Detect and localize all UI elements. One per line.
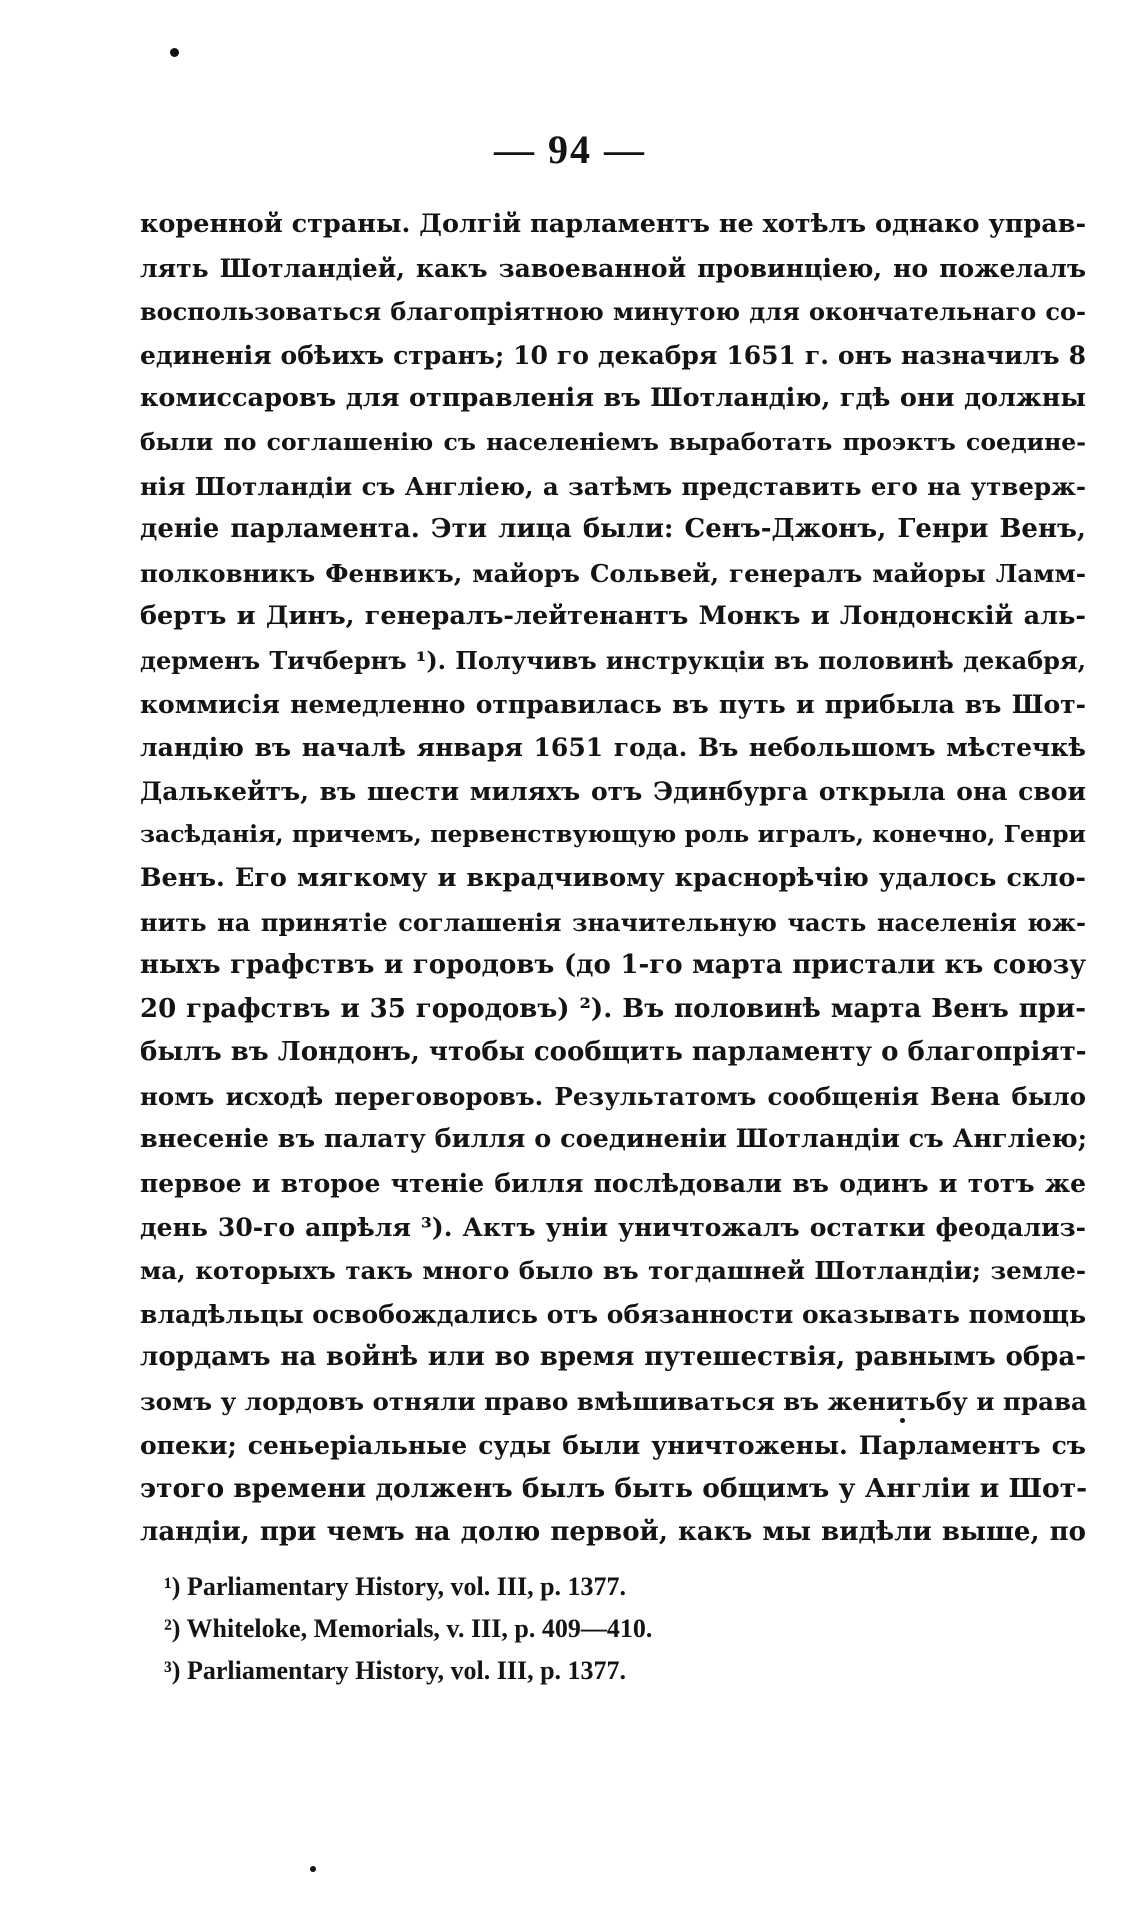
text-line: Венъ. Его мягкому и вкрадчивому краснорѣчію удалось скло- — [140, 862, 1086, 893]
text-line: коммисія немедленно отправилась въ путь и прибыла въ Шот- — [140, 689, 1086, 719]
footnotes — [164, 1566, 864, 1692]
text-line: были по соглашенію съ населеніемъ выработать проэктъ соедине- — [140, 427, 1086, 456]
text-line: этого времени долженъ былъ быть общимъ у Англіи и Шот- — [140, 1473, 1088, 1505]
footnote: ³) Parliamentary History, vol. III, p. 1377. — [164, 1656, 627, 1685]
text-line: бертъ и Динъ, генералъ-лейтенантъ Монкъ и Лондонскій аль- — [140, 601, 1086, 632]
text-line: первое и второе чтеніе билля послѣдовали въ одинъ и тотъ же — [140, 1169, 1086, 1199]
text-line: день 30-го апрѣля ³). Актъ уніи уничтожалъ остатки феодализ- — [140, 1212, 1086, 1242]
body-text — [140, 203, 1086, 1554]
text-line: ландіи, при чемъ на долю первой, какъ мы видѣли выше, по — [140, 1516, 1086, 1547]
text-line: номъ исходѣ переговоровъ. Результатомъ сообщенія Вена было — [140, 1081, 1086, 1111]
text-line: нить на принятіе соглашенія значительную часть населенія юж- — [140, 907, 1086, 937]
text-line: ма, которыхъ такъ много было въ тогдашней Шотландіи; земле- — [140, 1256, 1086, 1286]
text-line: 20 графствъ и 35 городовъ) ²). Въ половинѣ марта Венъ при- — [140, 993, 1086, 1024]
text-line: Далькейтъ, въ шести миляхъ отъ Эдинбурга открыла она свои — [140, 776, 1086, 806]
text-line: дерменъ Тичбернъ ¹). Получивъ инструкціи въ половинѣ декабря, — [140, 645, 1086, 675]
text-line: единенія обѣихъ странъ; 10 го декабря 1651 г. онъ назначилъ 8 — [140, 340, 1086, 370]
ink-speck — [310, 1866, 316, 1872]
text-line: ландію въ началѣ января 1651 года. Въ небольшомъ мѣстечкѣ — [140, 733, 1086, 763]
footnote: ²) Whiteloke, Memorials, v. III, p. 409—410. — [164, 1614, 653, 1643]
text-line: опеки; сеньеріальные суды были уничтожены. Парламентъ съ — [140, 1430, 1086, 1460]
text-line: зомъ у лордовъ отняли право вмѣшиваться въ женитьбу и права — [140, 1387, 1087, 1417]
page-number: — 94 — — [494, 127, 646, 172]
footnote: ¹) Parliamentary History, vol. III, p. 1377. — [164, 1572, 627, 1601]
text-line: былъ въ Лондонъ, чтобы сообщить парламенту о благопріят- — [140, 1037, 1087, 1068]
text-line: внесеніе въ палату билля о соединеніи Шотландіи съ Англіею; — [140, 1124, 1088, 1155]
text-line: коренной страны. Долгій парламентъ не хотѣлъ однако управ- — [140, 209, 1087, 239]
text-line: нія Шотландіи съ Англіею, а затѣмъ представить его на утверж- — [140, 471, 1086, 501]
text-line: комиссаровъ для отправленія въ Шотландію, гдѣ они должны — [140, 383, 1086, 414]
ink-speck — [170, 48, 179, 57]
text-line: владѣльцы освобождались отъ обязанности оказывать помощь — [140, 1299, 1087, 1329]
text-line: ныхъ графствъ и городовъ (до 1-го марта пристали къ союзу — [140, 950, 1086, 981]
text-line: воспользоваться благопріятною минутою для окончательнаго со- — [140, 297, 1086, 327]
text-line: засѣданія, причемъ, первенствующую роль игралъ, конечно, Генри — [140, 820, 1086, 849]
text-line: полковникъ Фенвикъ, майоръ Сольвей, генералъ майоры Ламм- — [140, 558, 1086, 588]
text-line: деніе парламента. Эти лица были: Сенъ-Джонъ, Генри Венъ, — [140, 514, 1086, 545]
text-line: лять Шотландіей, какъ завоеванной провинціею, но пожелалъ — [140, 253, 1086, 283]
text-line: лордамъ на войнѣ или во время путешествія, равнымъ обра- — [140, 1342, 1086, 1373]
